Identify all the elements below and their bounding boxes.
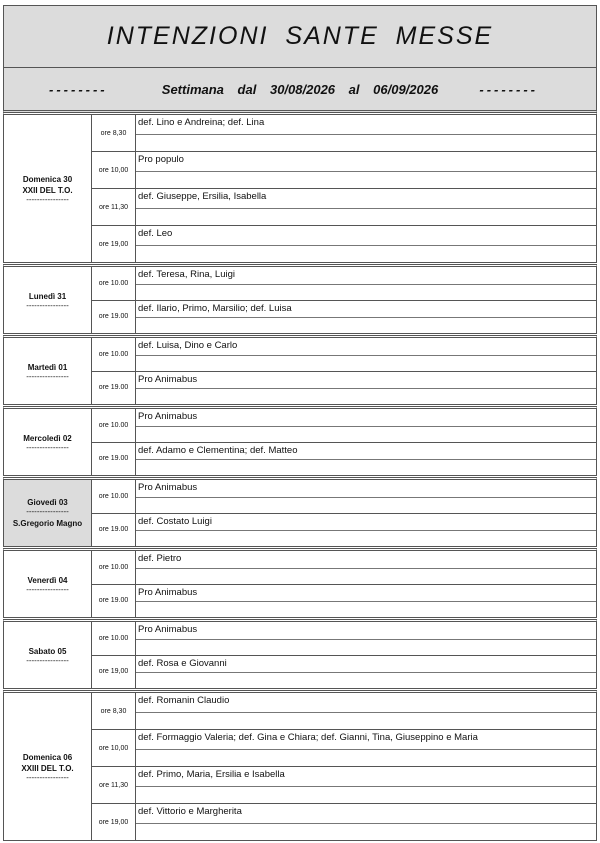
mass-intention: def. Rosa e Giovanni <box>136 656 596 674</box>
mass-row <box>92 226 596 262</box>
mass-row <box>92 480 596 514</box>
week-start: 30/08/2026 <box>269 81 336 97</box>
week-range <box>157 82 443 97</box>
day-name: Giovedì 03 <box>27 498 68 507</box>
mass-time: ore 19.00 <box>92 585 136 618</box>
day-label <box>4 115 92 262</box>
mass-time: ore 10.00 <box>92 551 136 584</box>
mass-row <box>92 514 596 547</box>
day-separator: ---------------- <box>26 585 69 594</box>
mass-intention: Pro Animabus <box>136 372 596 390</box>
mass-intention: def. Vittorio e Margherita <box>136 804 596 824</box>
day-label <box>4 480 92 546</box>
day-separator: ---------------- <box>26 773 69 782</box>
mass-intention: def. Pietro <box>136 551 596 569</box>
mass-intention: def. Romanin Claudio <box>136 693 596 713</box>
day-name: Domenica 30 <box>22 175 73 184</box>
mass-row <box>92 585 596 618</box>
mass-time: ore 10.00 <box>92 267 136 300</box>
mass-time: ore 10.00 <box>92 409 136 442</box>
day-separator: ---------------- <box>26 443 69 452</box>
mass-time: ore 11,30 <box>92 189 136 225</box>
day-block-venerdi-04 <box>3 548 597 618</box>
day-block-domenica-06 <box>3 690 597 841</box>
mass-intention: def. Giuseppe, Ersilia, Isabella <box>136 189 596 209</box>
mass-row <box>92 551 596 585</box>
liturgical-week: XXIII DEL T.O. <box>21 764 74 773</box>
mass-intention: def. Luisa, Dino e Carlo <box>136 338 596 356</box>
day-block-lunedi-31 <box>3 264 597 334</box>
day-separator: ---------------- <box>26 656 69 665</box>
mass-intention: Pro Animabus <box>136 409 596 427</box>
mass-intention: def. Ilario, Primo, Marsilio; def. Luisa <box>136 301 596 319</box>
day-block-sabato-05 <box>3 619 597 689</box>
mass-time: ore 10.00 <box>92 622 136 655</box>
title-box <box>3 5 597 68</box>
day-name: Sabato 05 <box>28 647 67 656</box>
liturgical-week: XXII DEL T.O. <box>22 186 73 195</box>
day-separator: ---------------- <box>26 301 69 310</box>
mass-row <box>92 189 596 226</box>
mass-intention: def. Primo, Maria, Ersilia e Isabella <box>136 767 596 787</box>
day-block-martedi-01 <box>3 335 597 405</box>
day-name: Venerdì 04 <box>27 576 68 585</box>
mass-row <box>92 443 596 476</box>
mass-time: ore 19.00 <box>92 372 136 405</box>
mass-row <box>92 622 596 656</box>
mass-time: ore 11,30 <box>92 767 136 803</box>
mass-intention: Pro Animabus <box>136 480 596 498</box>
mass-time: ore 8,30 <box>92 115 136 151</box>
mass-row <box>92 338 596 372</box>
mass-time: ore 19.00 <box>92 514 136 547</box>
mass-intention: def. Costato Luigi <box>136 514 596 532</box>
day-label <box>4 622 92 688</box>
mass-time: ore 10.00 <box>92 338 136 371</box>
mass-intention: Pro populo <box>136 152 596 172</box>
day-label <box>4 693 92 840</box>
mass-row <box>92 693 596 730</box>
mass-row <box>92 656 596 689</box>
mass-intention: def. Leo <box>136 226 596 246</box>
mass-intention: def. Formaggio Valeria; def. Gina e Chiara; def. Gianni, Tina, Giuseppino e Maria <box>136 730 596 750</box>
week-label: Settimana <box>161 81 224 97</box>
week-header <box>3 67 597 113</box>
page-title: INTENZIONI SANTE MESSE <box>106 22 494 50</box>
day-label <box>4 409 92 475</box>
dal-label: dal <box>237 81 257 97</box>
mass-row <box>92 301 596 334</box>
day-label <box>4 551 92 617</box>
week-end: 06/09/2026 <box>373 81 439 97</box>
mass-intention: Pro Animabus <box>136 585 596 603</box>
day-separator: ---------------- <box>26 507 69 516</box>
dash-right: -------- <box>479 81 538 97</box>
mass-row <box>92 804 596 840</box>
mass-intention: def. Teresa, Rina, Luigi <box>136 267 596 285</box>
mass-intention: def. Lino e Andreina; def. Lina <box>136 115 596 135</box>
mass-row <box>92 267 596 301</box>
mass-time: ore 10,00 <box>92 730 136 766</box>
mass-row <box>92 152 596 189</box>
mass-intention: def. Adamo e Clementina; def. Matteo <box>136 443 596 461</box>
mass-time: ore 19.00 <box>92 301 136 334</box>
day-block-giovedi-03 <box>3 477 597 547</box>
feast-name: S.Gregorio Magno <box>12 519 83 528</box>
mass-time: ore 19,00 <box>92 226 136 262</box>
mass-row <box>92 372 596 405</box>
mass-row <box>92 115 596 152</box>
day-name: Lunedì 31 <box>28 292 67 301</box>
mass-row <box>92 767 596 804</box>
mass-row <box>92 409 596 443</box>
day-label <box>4 267 92 333</box>
day-name: Mercoledì 02 <box>23 434 72 443</box>
al-label: al <box>348 81 360 97</box>
day-block-mercoledi-02 <box>3 406 597 476</box>
mass-time: ore 19,00 <box>92 656 136 689</box>
mass-time: ore 10.00 <box>92 480 136 513</box>
mass-row <box>92 730 596 767</box>
mass-time: ore 19,00 <box>92 804 136 840</box>
day-separator: ---------------- <box>26 372 69 381</box>
dash-left: -------- <box>49 81 108 97</box>
mass-time: ore 19.00 <box>92 443 136 476</box>
mass-time: ore 10,00 <box>92 152 136 188</box>
mass-time: ore 8,30 <box>92 693 136 729</box>
day-name: Martedì 01 <box>27 363 68 372</box>
day-name: Domenica 06 <box>22 753 73 762</box>
day-label <box>4 338 92 404</box>
day-block-domenica-30 <box>3 112 597 263</box>
day-separator: ---------------- <box>26 195 69 204</box>
mass-intention: Pro Animabus <box>136 622 596 640</box>
